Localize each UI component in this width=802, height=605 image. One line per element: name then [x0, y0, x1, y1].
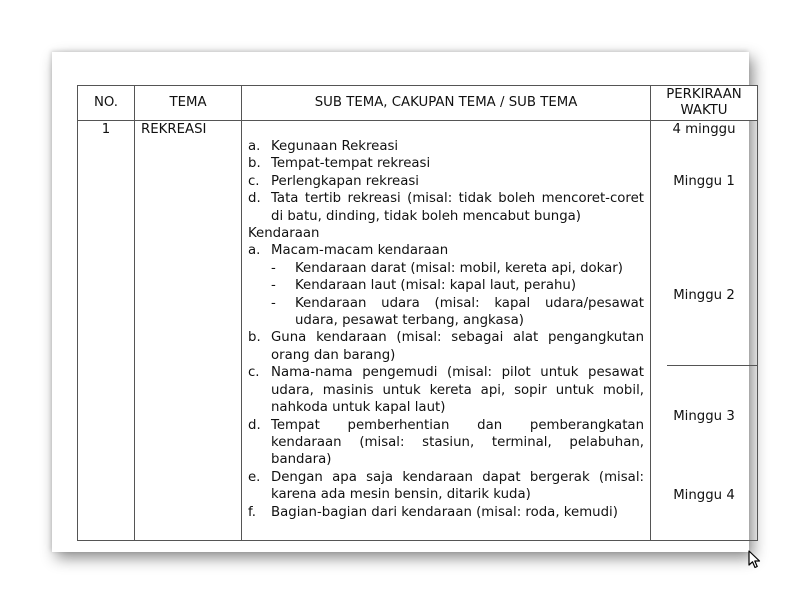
waktu-total: 4 minggu — [672, 122, 736, 137]
sub-list-item: - Kendaraan darat (misal: mobil, kereta api, dokar) — [271, 260, 623, 276]
table-header-row — [78, 86, 758, 121]
list-item: d. Tata tertib rekreasi (misal: tidak boleh mencoret-coret di batu, dinding, tidak boleh mencabut bunga) — [248, 191, 644, 224]
list-item: e. Dengan apa saja kendaraan dapat bergerak (misal: karena ada mesin bensin, ditarik kuda) — [248, 469, 644, 503]
header-tema: TEMA — [135, 86, 242, 121]
waktu-minggu-1: Minggu 1 — [673, 174, 735, 189]
table-row — [78, 121, 758, 541]
waktu-minggu-2: Minggu 2 — [673, 288, 735, 303]
list-item: a. Kegunaan Rekreasi — [248, 139, 399, 154]
list-item: b. Guna kendaraan (misal: sebagai alat pengangkutan orang dan barang) — [248, 330, 644, 363]
mouse-pointer-icon — [748, 550, 762, 570]
header-waktu-line1: PERKIRAAN — [666, 87, 742, 102]
sub-list-item: - Kendaraan laut (misal: kapal laut, perahu) — [271, 278, 577, 294]
header-perkiraan-waktu — [651, 86, 758, 121]
list-item: d. Tempat pemberhentian dan pemberangkatan kendaraan (misal: stasiun, terminal, pelabuhan, bandara) — [248, 417, 644, 468]
header-no: NO. — [78, 86, 135, 121]
theme-table — [77, 85, 758, 541]
sub-list-item: - Kendaraan udara (misal: kapal udara/pesawat udara, pesawat terbang, angkasa) — [271, 295, 644, 329]
row-tema: REKREASI — [135, 121, 242, 541]
list-item: b. Tempat-tempat rekreasi — [248, 156, 431, 172]
row-perkiraan-waktu — [651, 121, 758, 541]
waktu-minggu-3: Minggu 3 — [673, 409, 735, 424]
row-sub-tema — [242, 121, 651, 541]
list-item: c. Nama-nama pengemudi (misal: pilot untuk pesawat udara, masinis untuk kereta api, sopir untuk mobil, nahkoda untuk kapal laut) — [248, 365, 644, 416]
header-waktu-line2: WAKTU — [680, 103, 728, 118]
row-no: 1 — [78, 121, 135, 541]
list-item: c. Perlengkapan rekreasi — [248, 173, 419, 189]
document-page — [52, 52, 749, 552]
header-sub-tema: SUB TEMA, CAKUPAN TEMA / SUB TEMA — [242, 86, 651, 121]
list-item: a. Macam-macam kendaraan — [248, 243, 449, 259]
section-title-kendaraan: Kendaraan — [248, 226, 320, 242]
waktu-minggu-4: Minggu 4 — [673, 488, 735, 503]
week-divider — [667, 365, 757, 366]
list-item: f. Bagian-bagian dari kendaraan (misal: roda, kemudi) — [248, 504, 618, 520]
